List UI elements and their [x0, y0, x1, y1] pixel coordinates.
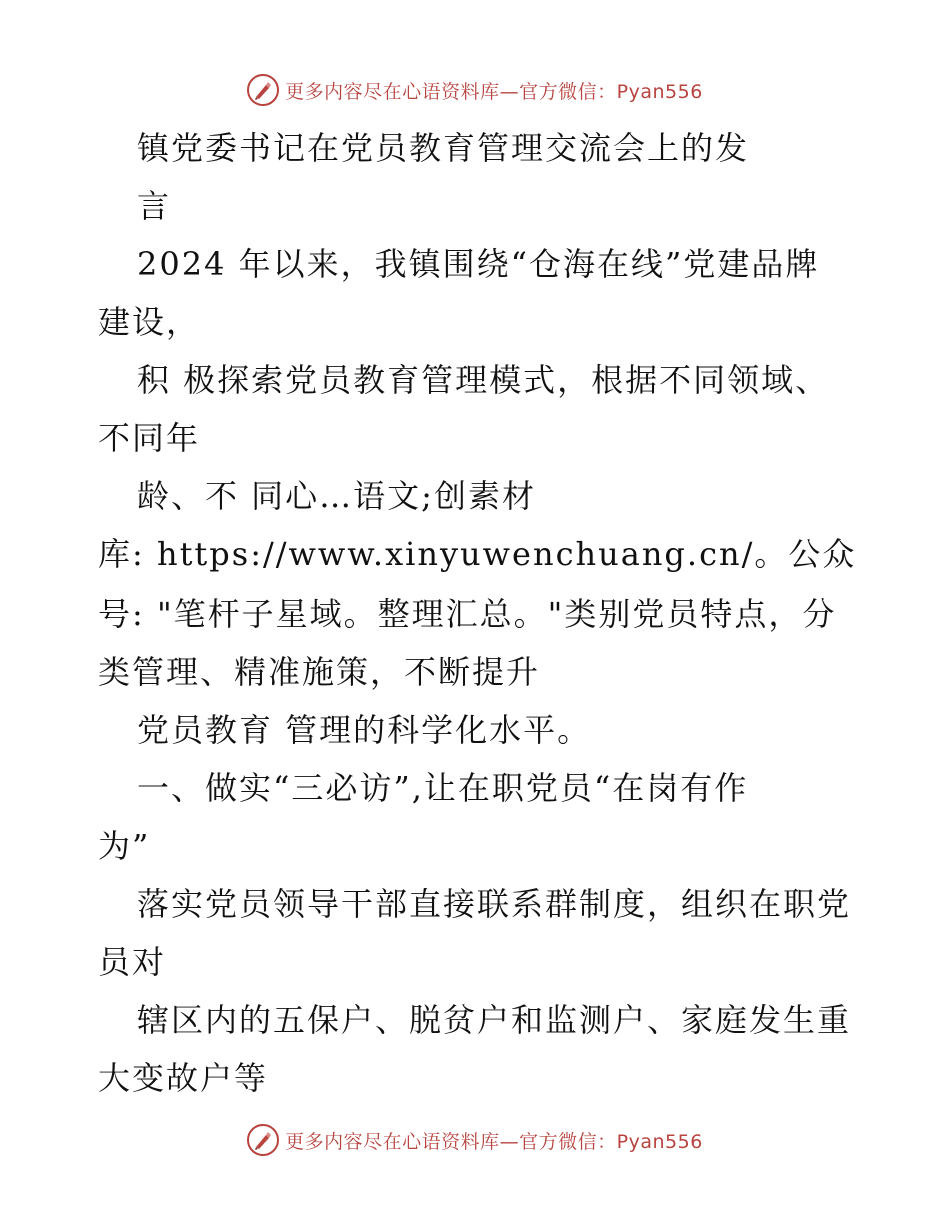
paragraph-line: 号: "笔杆子星域。整理汇总。"类别党员特点，分	[98, 595, 837, 633]
paragraph-line: 类管理、精准施策，不断提升	[98, 653, 541, 691]
section-heading-line-1: 一、做实“三必访”,让在职党员“在岗有作	[137, 769, 749, 807]
paragraph-line: 大变故户等	[98, 1059, 269, 1097]
paragraph-line: 积 极探索党员教育管理模式，根据不同领域、	[137, 361, 830, 399]
paragraph-line: 党员教育 管理的科学化水平。	[137, 711, 592, 749]
pen-logo-icon	[247, 1124, 279, 1156]
header-banner-text: 更多内容尽在心语资料库—官方微信：Pyan556	[285, 80, 703, 103]
document-title-line-1: 镇党委书记在党员教育管理交流会上的发	[137, 129, 750, 167]
section-heading-line-2: 为”	[98, 827, 151, 865]
paragraph-line: 龄、不 同心…语文;创素材	[137, 477, 536, 515]
document-title-line-2: 言	[137, 187, 172, 225]
paragraph-line: 辖区内的五保户、脱贫户和监测户、家庭发生重	[137, 1001, 852, 1039]
footer-banner-text: 更多内容尽在心语资料库—官方微信：Pyan556	[285, 1130, 703, 1153]
paragraph-line: 建设，	[98, 303, 201, 341]
paragraph-line: 落实党员领导干部直接联系群制度，组织在职党	[137, 885, 852, 923]
paragraph-line: 不同年	[98, 419, 201, 457]
paragraph-line: 2024 年以来，我镇围绕“仓海在线”党建品牌	[137, 245, 820, 283]
footer-banner	[0, 1120, 950, 1160]
paragraph-line: 库: https://www.xinyuwenchuang.cn/。公众	[98, 535, 857, 573]
paragraph-line: 员对	[98, 943, 167, 981]
